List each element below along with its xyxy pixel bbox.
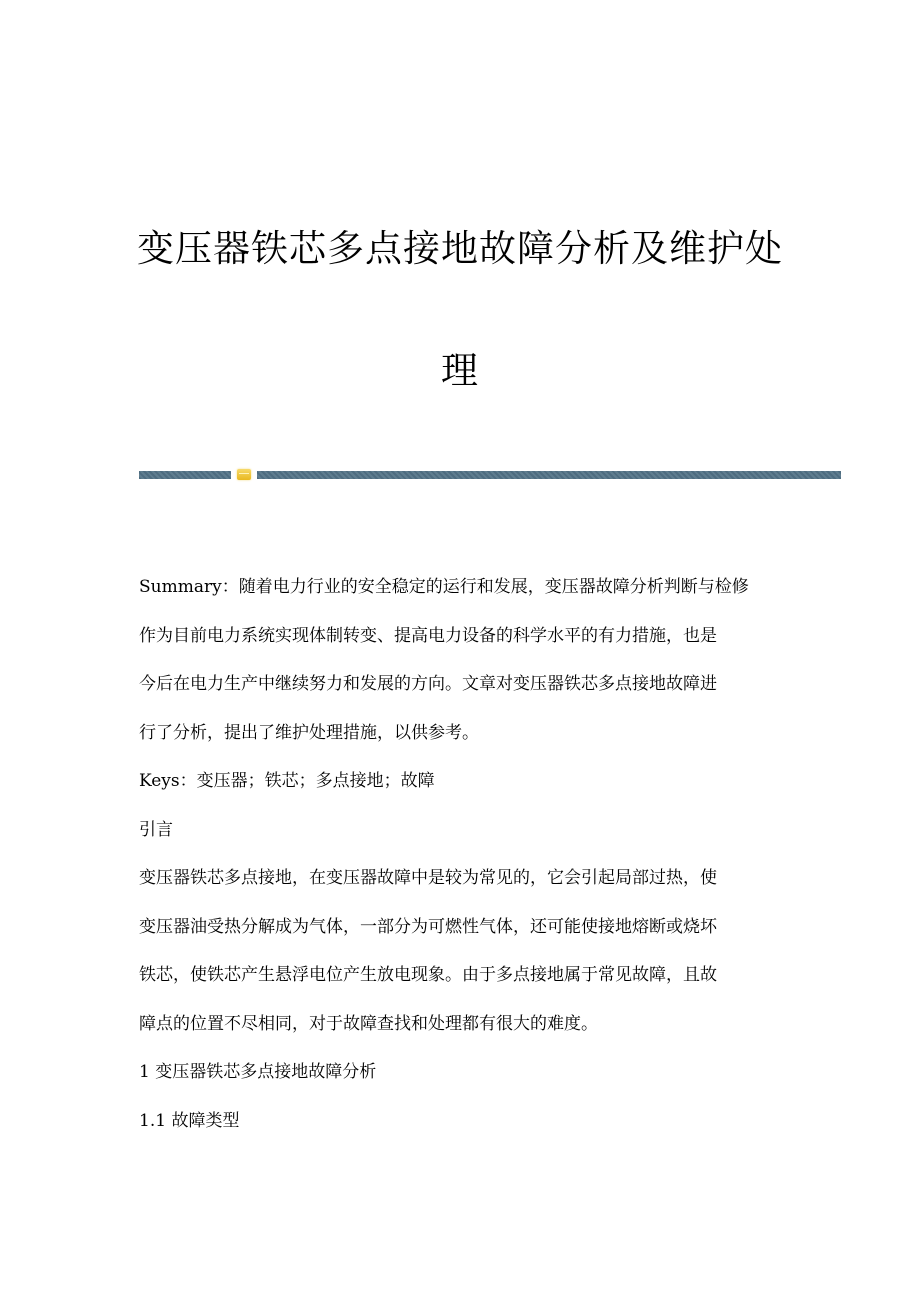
section-1-heading: 1 变压器铁芯多点接地故障分析 [139,1062,377,1082]
summary-label: Summary： [139,577,239,597]
title-line-1: 变压器铁芯多点接地故障分析及维护处 [137,227,783,270]
divider-bar-left [139,471,231,479]
divider-bar-right [257,471,841,479]
summary-line-4: 行了分析，提出了维护处理措施，以供参考。 [139,722,479,743]
summary-line-1: Summary：随着电力行业的安全稳定的运行和发展，变压器故障分析判断与检修 [139,577,749,597]
keywords-label: Keys： [139,771,197,791]
page-title [130,188,790,432]
title-line-2: 理 [441,349,479,392]
section-1-1-heading: 1.1 故障类型 [139,1110,240,1131]
intro-heading: 引言 [139,819,173,840]
keywords-text: 变压器；铁芯；多点接地；故障 [196,771,435,791]
keywords-line [139,757,789,806]
summary-line-2: 作为目前电力系统实现体制转变、提高电力设备的科学水平的有力措施，也是 [139,625,717,646]
intro-line-3: 铁芯，使铁芯产生悬浮电位产生放电现象。由于多点接地属于常见故障，且故 [139,965,717,985]
intro-line-1: 变压器铁芯多点接地，在变压器故障中是较为常见的，它会引起局部过热，使 [139,868,717,888]
summary-paragraph [139,563,789,757]
document-body [139,563,789,1145]
intro-line-2: 变压器油受热分解成为气体，一部分为可燃性气体，还可能使接地熔断或烧坏 [139,916,717,937]
summary-line-3: 今后在电力生产中继续努力和发展的方向。文章对变压器铁芯多点接地故障进 [139,674,717,694]
intro-paragraph [139,854,789,1048]
intro-line-4: 障点的位置不尽相同，对于故障查找和处理都有很大的难度。 [139,1013,598,1034]
divider-ornament-icon [237,469,251,480]
decorative-divider [139,471,841,479]
